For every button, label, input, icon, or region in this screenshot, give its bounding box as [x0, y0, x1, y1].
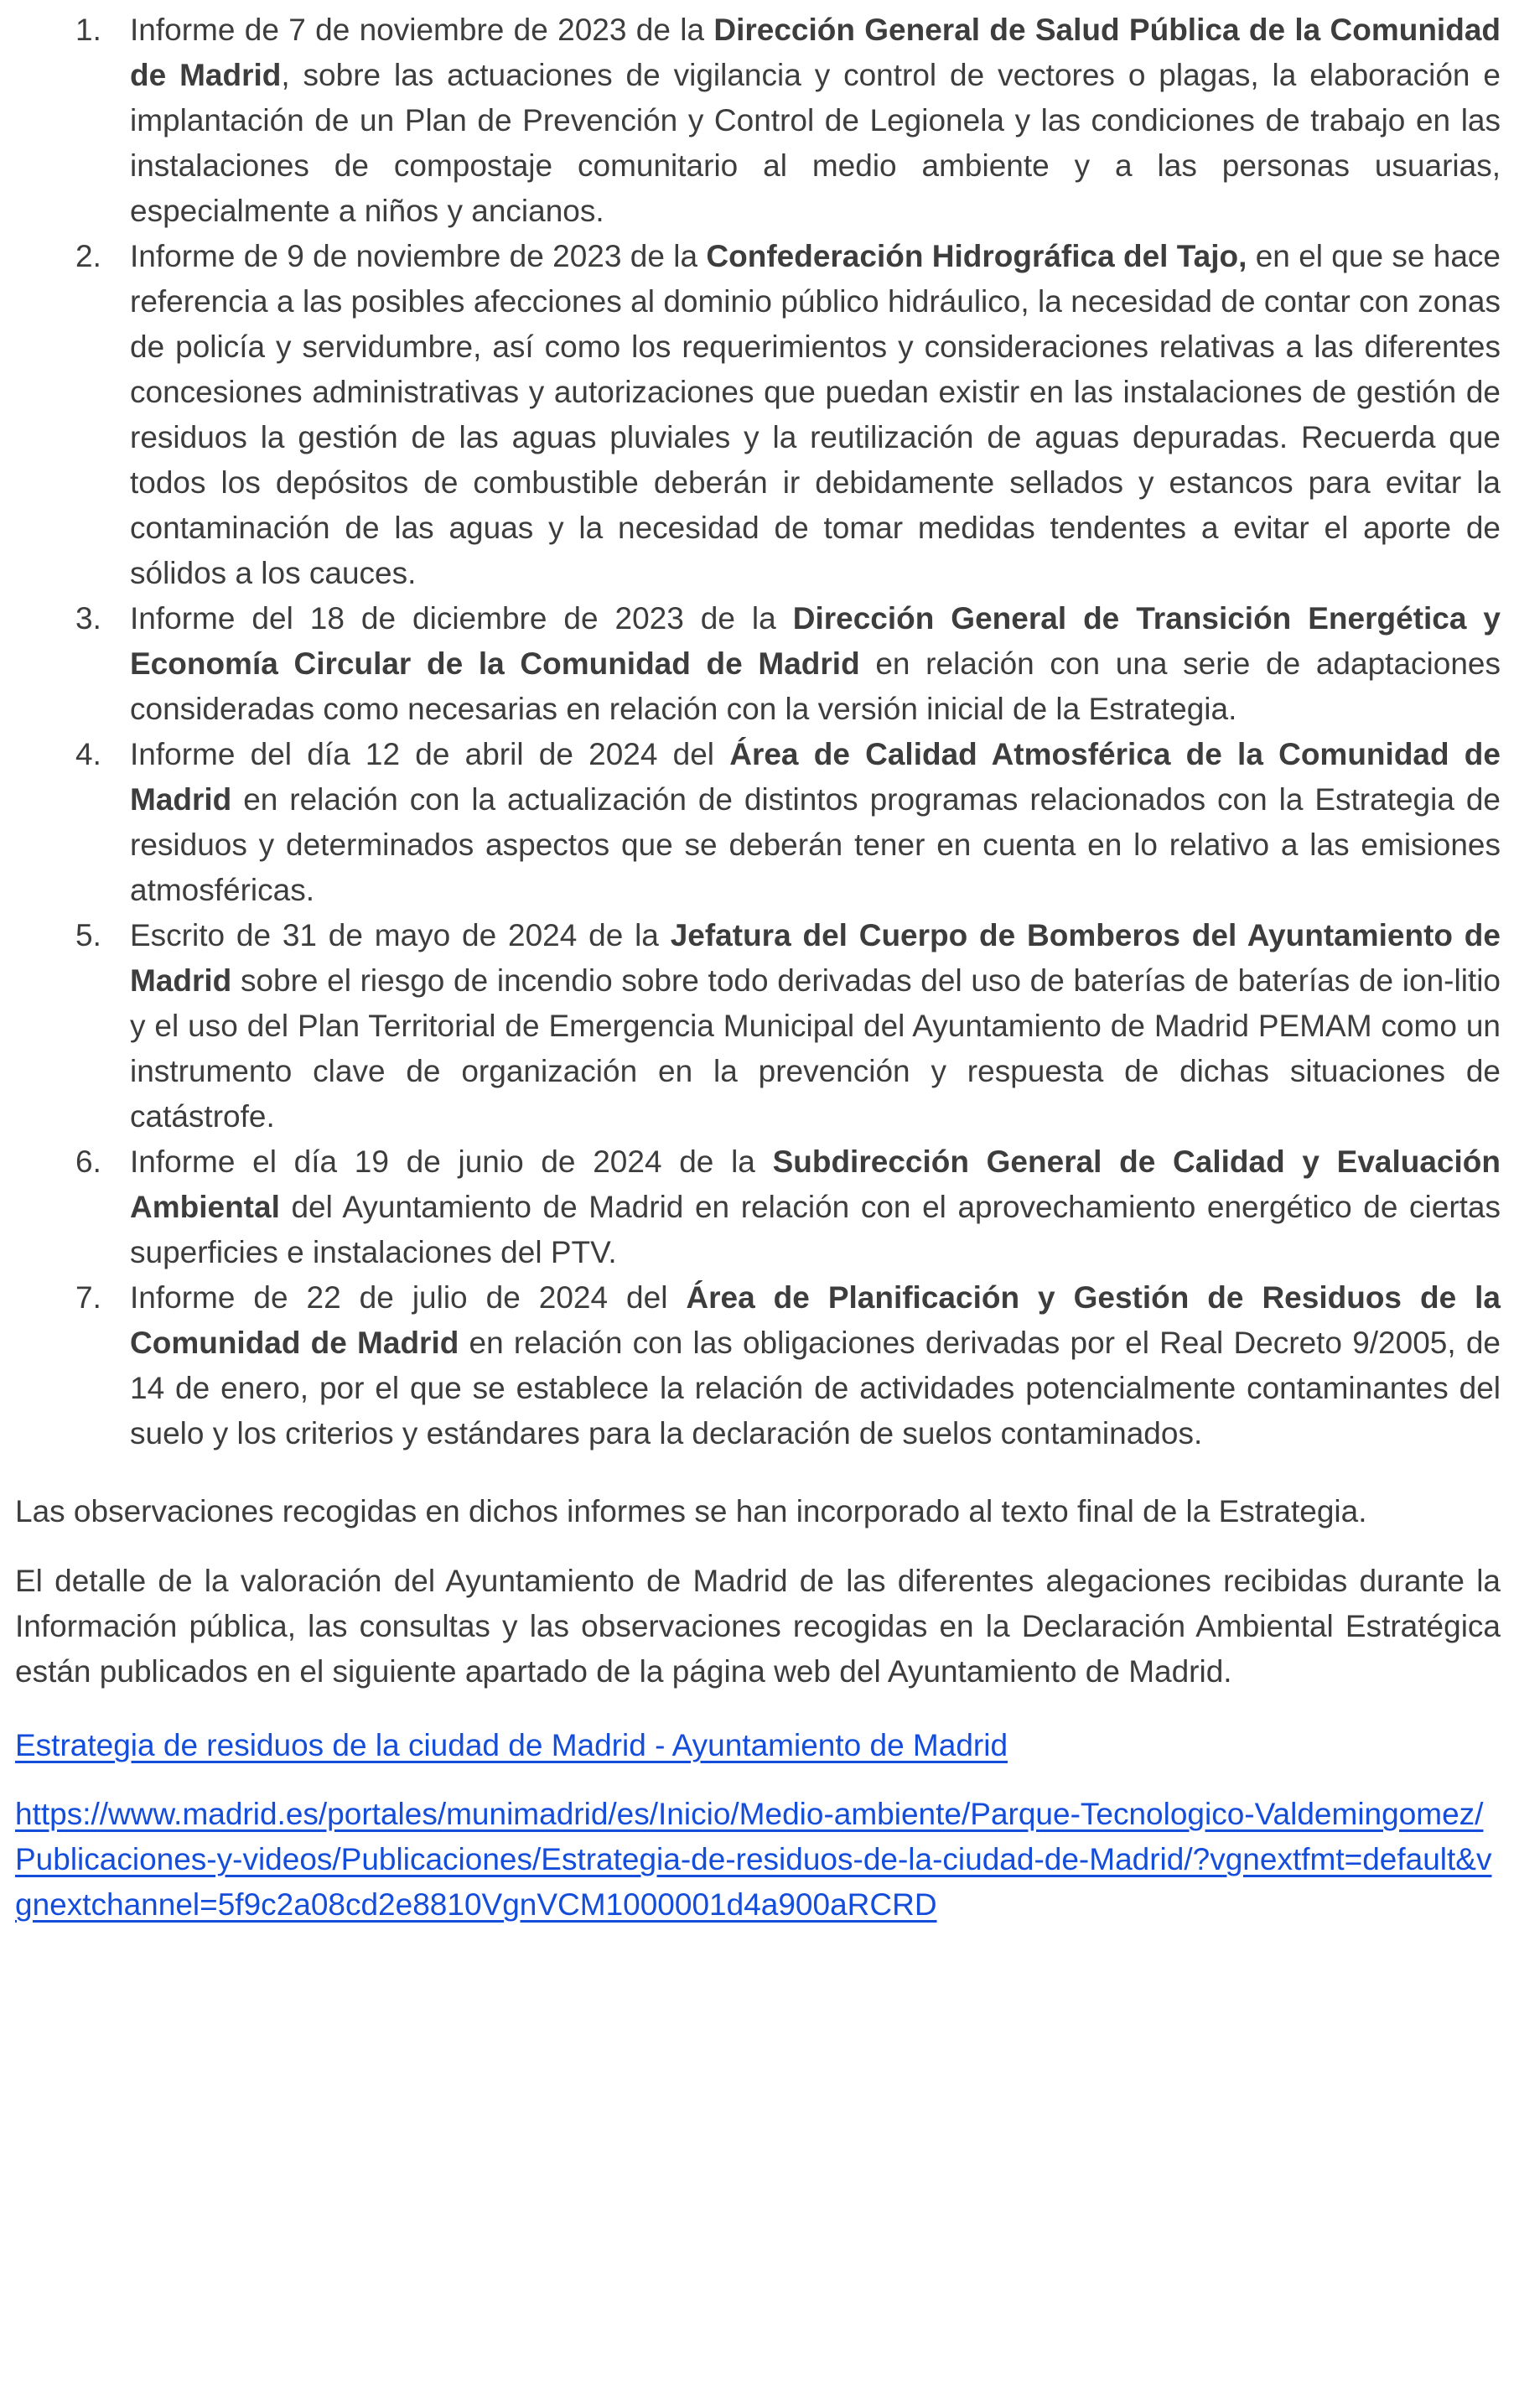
item-text-post: en relación con una serie de adaptaciones consideradas como necesarias en relación con la versión inicial de la Estrategia.	[130, 646, 1501, 726]
item-text-post: , sobre las actuaciones de vigilancia y control de vectores o plagas, la elaboración e implantación de un Plan de Prevención y Control de Legionela y las condiciones de trabajo en las instalaciones de compostaje comunitario al medio ambiente y a las personas usuarias, especialmente a niños y ancianos.	[130, 58, 1501, 228]
item-text-pre: Informe de 7 de noviembre de 2023 de la	[130, 13, 714, 47]
item-org-name: Área de Planificación y Gestión de Residuos de la Comunidad de Madrid	[130, 1280, 1501, 1360]
item-number: 6.	[75, 1144, 101, 1179]
item-text-pre: Informe del 18 de diciembre de 2023 de la	[130, 601, 793, 636]
item-number: 4.	[75, 737, 101, 771]
list-item	[15, 732, 1501, 913]
list-item	[15, 1275, 1501, 1456]
list-item	[15, 1139, 1501, 1275]
item-text-pre: Informe de 9 de noviembre de 2023 de la	[130, 239, 707, 273]
paragraph-detail: El detalle de la valoración del Ayuntamiento de Madrid de las diferentes alegaciones recibidas durante la Información pública, las consultas y las observaciones recogidas en la Declaración Ambiental Estratégica están publicados en el siguiente apartado de la página web del Ayuntamiento de Madrid.	[15, 1564, 1501, 1689]
item-text-pre: Informe de 22 de julio de 2024 del	[130, 1280, 687, 1315]
list-item	[15, 234, 1501, 596]
item-text-post: sobre el riesgo de incendio sobre todo derivadas del uso de baterías de baterías de ion-litio y el uso del Plan Territorial de Emergencia Municipal del Ayuntamiento de Madrid PEMAM como un instrumento clave de organización en la prevención y respuesta de dichas situaciones de catástrofe.	[130, 963, 1501, 1134]
report-list	[15, 8, 1501, 1456]
item-number: 1.	[75, 13, 101, 47]
item-org-name: Área de Calidad Atmosférica de la Comunidad de Madrid	[130, 737, 1501, 817]
list-item	[15, 8, 1501, 234]
item-text-pre: Informe del día 12 de abril de 2024 del	[130, 737, 730, 771]
item-text-post: del Ayuntamiento de Madrid en relación con el aprovechamiento energético de ciertas superficies e instalaciones del PTV.	[130, 1190, 1501, 1269]
item-org-name: Subdirección General de Calidad y Evaluación Ambiental	[130, 1144, 1501, 1224]
link-estrategia-residuos[interactable]: Estrategia de residuos de la ciudad de Madrid - Ayuntamiento de Madrid	[15, 1728, 1008, 1762]
item-org-name: Jefatura del Cuerpo de Bomberos del Ayuntamiento de Madrid	[130, 918, 1501, 998]
item-number: 2.	[75, 239, 101, 273]
item-number: 7.	[75, 1280, 101, 1315]
item-text-pre: Escrito de 31 de mayo de 2024 de la	[130, 918, 671, 952]
item-text-post: en el que se hace referencia a las posibles afecciones al dominio público hidráulico, la necesidad de contar con zonas de policía y servidumbre, así como los requerimientos y consideraciones relativas a las diferentes concesiones administrativas y autorizaciones que puedan existir en las instalaciones de gestión de residuos la gestión de las aguas pluviales y la reutilización de aguas depuradas. Recuerda que todos los depósitos de combustible deberán ir debidamente sellados y estancos para evitar la contaminación de las aguas y la necesidad de tomar medidas tendentes a evitar el aporte de sólidos a los cauces.	[130, 239, 1501, 590]
item-text-post: en relación con las obligaciones derivadas por el Real Decreto 9/2005, de 14 de enero, por el que se establece la relación de actividades potencialmente contaminantes del suelo y los criterios y estándares para la declaración de suelos contaminados.	[130, 1326, 1501, 1451]
list-item	[15, 596, 1501, 732]
link-url-madrid-es[interactable]: https://www.madrid.es/portales/munimadrid/es/Inicio/Medio-ambiente/Parque-Tecnologico-Valdemingomez/Publicaciones-y-videos/Publicaciones/Estrategia-de-residuos-de-la-ciudad-de-Madrid/?vgnextfmt=default&vgnextchannel=5f9c2a08cd2e8810VgnVCM1000001d4a900aRCRD	[15, 1797, 1492, 1922]
list-item	[15, 913, 1501, 1139]
item-org-name: Dirección General de Transición Energética y Economía Circular de la Comunidad de Madrid	[130, 601, 1501, 681]
item-org-name: Dirección General de Salud Pública de la Comunidad de Madrid	[130, 13, 1501, 92]
paragraph-observations: Las observaciones recogidas en dichos informes se han incorporado al texto final de la Estrategia.	[15, 1494, 1367, 1528]
item-number: 3.	[75, 601, 101, 636]
item-org-name: Confederación Hidrográfica del Tajo,	[706, 239, 1247, 273]
item-text-post: en relación con la actualización de distintos programas relacionados con la Estrategia de residuos y determinados aspectos que se deberán tener en cuenta en lo relativo a las emisiones atmosféricas.	[130, 782, 1501, 907]
item-text-pre: Informe el día 19 de junio de 2024 de la	[130, 1144, 773, 1179]
item-number: 5.	[75, 918, 101, 952]
